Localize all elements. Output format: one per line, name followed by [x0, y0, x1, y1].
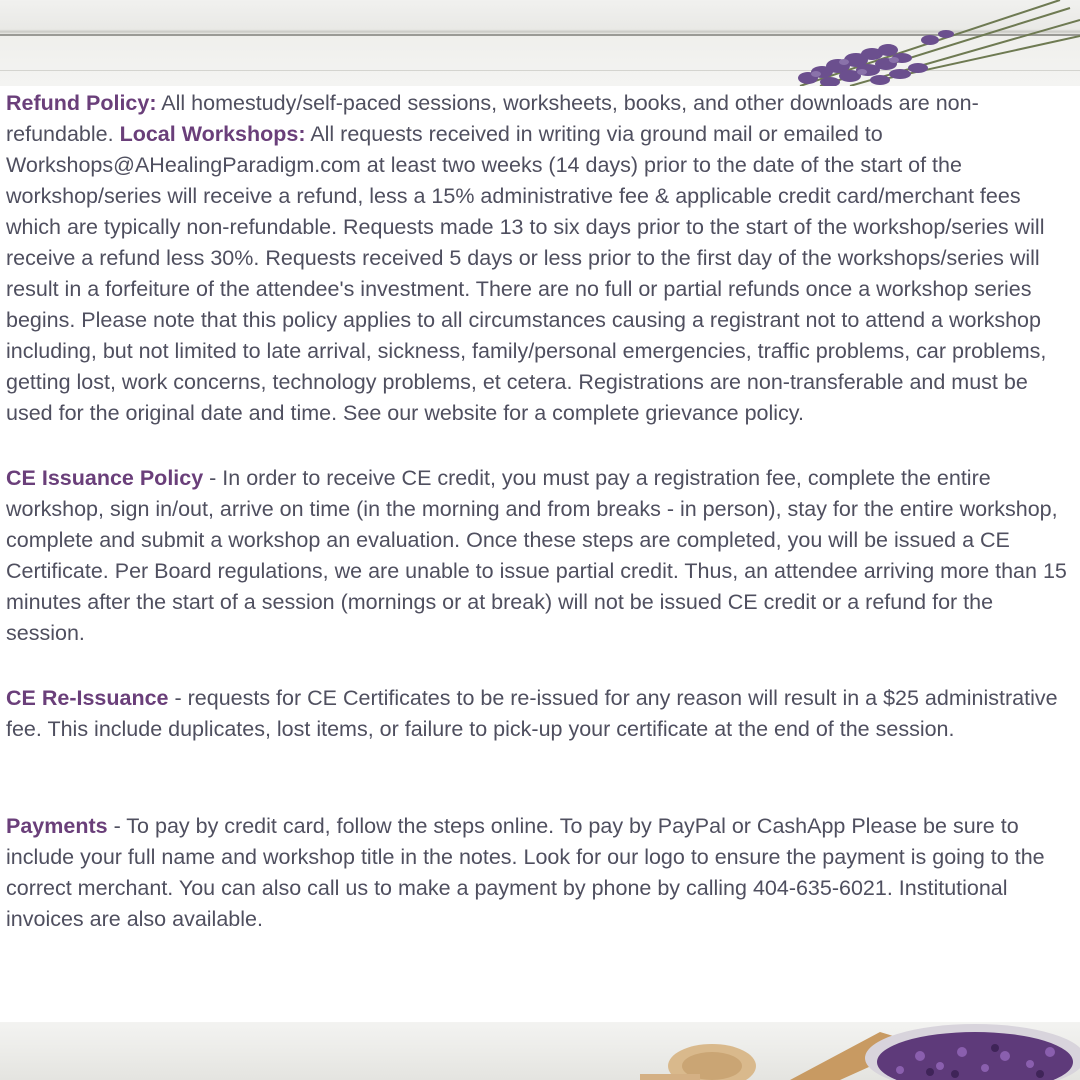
- top-banner: [0, 0, 1080, 86]
- ce-issuance-paragraph: [6, 463, 1074, 649]
- local-workshops-heading: Local Workshops:: [119, 122, 306, 146]
- local-workshops-text: All requests received in writing via ground mail or emailed to Workshops@AHealingParadigm.com at least two weeks (14 days) prior to the date of the start of the workshop/series will receive a refund, less a 15% administrative fee & applicable credit card/merchant fees which are typically non-refundable. Requests made 13 to six days prior to the start of the workshop/series will receive a refund less 30%. Requests received 5 days or less prior to the first day of the workshops/series will result in a forfeiture of the attendee's investment. There are no full or partial refunds once a workshop series begins. Please note that this policy applies to all circumstances causing a registrant not to attend a workshop including, but not limited to late arrival, sickness, family/personal emergencies, traffic problems, car problems, getting lost, work concerns, technology problems, et cetera. Registrations are non-transferable and must be used for the original date and time. See our website for a complete grievance policy.: [6, 122, 1047, 425]
- ce-issuance-heading: CE Issuance Policy: [6, 466, 204, 490]
- refund-policy-text: All homestudy/self-paced sessions, worksheets, books, and other downloads are non-refundable.: [6, 91, 979, 146]
- bottom-banner: [0, 1022, 1080, 1080]
- policy-content: [6, 88, 1074, 935]
- ce-reissuance-paragraph: [6, 683, 1074, 745]
- payments-text: - To pay by credit card, follow the steps online. To pay by PayPal or CashApp Please be sure to include your full name and workshop title in the notes. Look for our logo to ensure the payment is going to the correct merchant. You can also call us to make a payment by phone by calling 404-635-6021. Institutional invoices are also available.: [6, 814, 1045, 931]
- ce-reissuance-heading: CE Re-Issuance: [6, 686, 169, 710]
- refund-policy-heading: Refund Policy:: [6, 91, 157, 115]
- payments-heading: Payments: [6, 814, 108, 838]
- payments-paragraph: [6, 811, 1074, 935]
- lavender-sprig-icon: [760, 0, 1080, 86]
- refund-policy-paragraph: [6, 88, 1074, 429]
- ce-issuance-text: - In order to receive CE credit, you must pay a registration fee, complete the entire workshop, sign in/out, arrive on time (in the morning and from breaks - in person), stay for the entire workshop, complete and submit a workshop an evaluation. Once these steps are completed, you will be issued a CE Certificate. Per Board regulations, we are unable to issue partial credit. Thus, an attendee arriving more than 15 minutes after the start of a session (mornings or at break) will not be issued CE credit or a refund for the session.: [6, 466, 1067, 645]
- lavender-salt-jar-icon: [865, 1024, 1080, 1080]
- bottom-decoration: [0, 1022, 1080, 1080]
- ce-reissuance-text: - requests for CE Certificates to be re-issued for any reason will result in a $25 administrative fee. This include duplicates, lost items, or failure to pick-up your certificate at the end of the session.: [6, 686, 1058, 741]
